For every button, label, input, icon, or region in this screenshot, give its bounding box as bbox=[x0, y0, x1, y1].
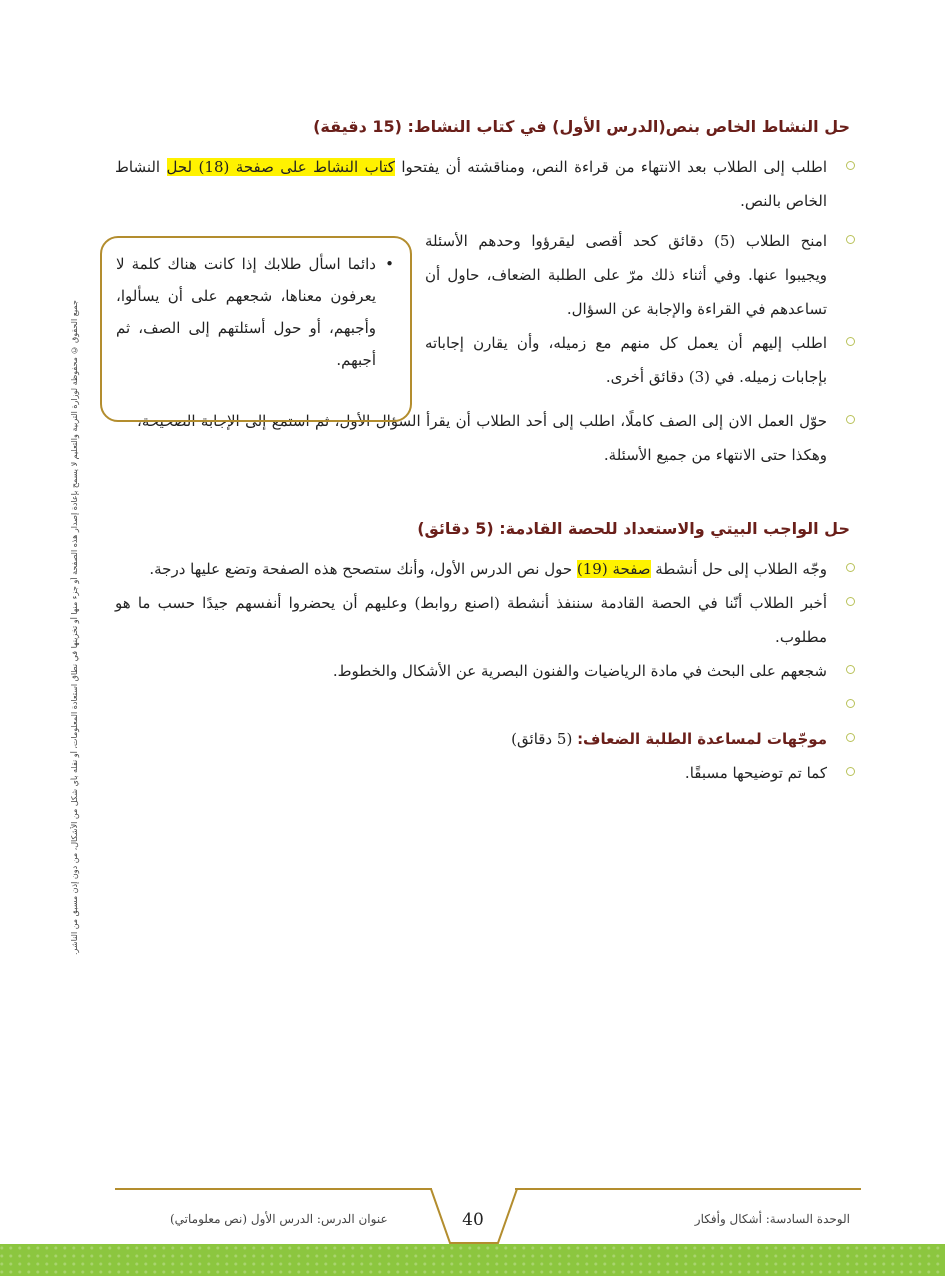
bullet-text: النشاط الخاص بالنص. bbox=[115, 158, 827, 210]
bullet-marker-icon bbox=[846, 733, 855, 742]
footer-divider-right bbox=[515, 1188, 861, 1190]
activity-bullets-narrow bbox=[425, 224, 855, 394]
highlighted-text: صفحة (19) bbox=[576, 560, 651, 578]
tip-content: دائما اسأل طلابك إذا كانت هناك كلمة لا يعرفون معناها، شجعهم على أن يسألوا، وأجبهم، أو حول أسئلتهم إلى الصف، ثم أجبهم. bbox=[116, 255, 376, 369]
bullet-marker-icon bbox=[846, 597, 855, 606]
page-number: 40 bbox=[462, 1210, 484, 1230]
bullet-marker-icon bbox=[846, 563, 855, 572]
bullet-marker-icon bbox=[846, 337, 855, 346]
list-item bbox=[115, 722, 855, 756]
bullet-marker-icon bbox=[846, 415, 855, 424]
list-item bbox=[115, 586, 855, 654]
list-item bbox=[115, 150, 855, 218]
weak-students-heading: موجّهات لمساعدة الطلبة الضعاف: bbox=[577, 730, 827, 748]
tip-box bbox=[100, 236, 412, 422]
bullet-text: اطلب إليهم أن يعمل كل منهم مع زميله، وأن يقارن إجاباته بإجابات زميله. في (3) دقائق أخرى. bbox=[425, 334, 827, 386]
bullet-text: شجعهم على البحث في مادة الرياضيات والفنون البصرية عن الأشكال والخطوط. bbox=[332, 662, 827, 680]
bullet-text: حوّل العمل الان إلى الصف كاملًا، اطلب إلى أحد الطلاب أن يقرأ السؤال الأول، ثم استمع إلى الإجابة الصحيحة، وهكذا حتى الانتهاء من جميع الأسئلة. bbox=[137, 412, 827, 464]
list-item bbox=[115, 654, 855, 688]
list-item bbox=[425, 326, 855, 394]
bullet-marker-icon bbox=[846, 235, 855, 244]
bullet-text: امنح الطلاب (5) دقائق كحد أقصى ليقرؤوا وحدهم الأسئلة ويجيبوا عنها. وفي أثناء ذلك مرّ على الطلبة الضعاف، حاول أن تساعدهم في القراءة والإجابة عن السؤال. bbox=[425, 232, 827, 318]
bullet-text: اطلب إلى الطلاب بعد الانتهاء من قراءة النص، ومناقشته أن يفتحوا bbox=[394, 158, 827, 176]
homework-bullets bbox=[115, 552, 855, 790]
activity-section-heading: حل النشاط الخاص بنص(الدرس الأول) في كتاب النشاط: (15 دقيقة) bbox=[313, 117, 850, 136]
bullet-marker-icon bbox=[846, 665, 855, 674]
list-item bbox=[115, 756, 855, 790]
bullet-marker-icon bbox=[846, 699, 855, 708]
time-note: (5 دقائق) bbox=[511, 730, 578, 748]
bullet-text bbox=[822, 696, 827, 714]
footer-bar bbox=[0, 1244, 945, 1276]
list-item bbox=[425, 224, 855, 326]
tip-text bbox=[116, 248, 394, 376]
bullet-marker-icon bbox=[846, 161, 855, 170]
highlighted-text: كتاب النشاط على صفحة (18) لحل bbox=[166, 158, 395, 176]
activity-bullets-top bbox=[115, 150, 855, 218]
footer-divider-left bbox=[115, 1188, 432, 1190]
footer-lesson-title: عنوان الدرس: الدرس الأول (نص معلوماتي) bbox=[170, 1212, 388, 1226]
tip-bullet: • bbox=[385, 255, 394, 273]
bullet-text: حول نص الدرس الأول، وأنك ستصحح هذه الصفحة وتضع عليها درجة. bbox=[149, 560, 577, 578]
bullet-marker-icon bbox=[846, 767, 855, 776]
footer-unit-title: الوحدة السادسة: أشكال وأفكار bbox=[694, 1212, 850, 1226]
list-item bbox=[115, 552, 855, 586]
bullet-text: وجّه الطلاب إلى حل أنشطة bbox=[650, 560, 827, 578]
copyright-note: جميع الحقوق © محفوظة لوزارة التربية والتعليم لا يسمح بإعادة إصدار هذه الصفحة أو جزء منها أو تخزينها في نطاق استعادة المعلومات، أو نقله بأي شكل من الأشكال، من دون إذن مسبق من الناشر. bbox=[70, 300, 79, 955]
bullet-text: كما تم توضيحها مسبقًا. bbox=[684, 764, 827, 782]
homework-section-heading: حل الواجب البيتي والاستعداد للحصة القادمة: (5 دقائق) bbox=[417, 519, 850, 538]
list-item bbox=[115, 688, 855, 722]
bullet-text: أخبر الطلاب أنّنا في الحصة القادمة سننفذ أنشطة (اصنع روابط) وعليهم أن يحضروا أنفسهم جيدًا حسب ما هو مطلوب. bbox=[115, 594, 827, 646]
